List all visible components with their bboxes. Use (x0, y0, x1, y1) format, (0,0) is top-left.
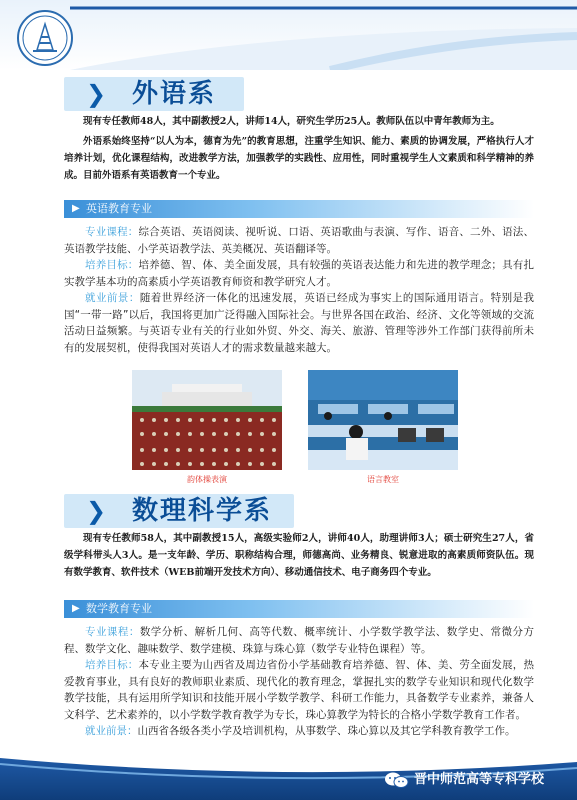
section-title: 外语系 (132, 79, 217, 109)
photo-caption: 语言教室 (367, 475, 399, 484)
chevron-right-icon: ❯ (86, 80, 107, 108)
footer-brand: 晋中师范高等专科学校 (414, 772, 545, 787)
section-intro (64, 113, 534, 184)
courses-text: 数学分析、解析几何、高等代数、概率统计、小学数学教学法、数学史、常微分方程、数学文化、趣味数学、数学建模、珠算与珠心算（数学专业特色课程）等。 (64, 626, 534, 655)
header-decoration (70, 0, 577, 70)
major-title: 英语教育专业 (86, 202, 152, 215)
section-header-math-science (64, 494, 294, 528)
wechat-icon (384, 771, 410, 789)
section-header-foreign-language (64, 77, 244, 111)
major-header (64, 600, 534, 618)
triangle-right-icon: ▶ (72, 603, 80, 614)
intro-paragraph: 外语系始终坚持“以人为本，德育为先”的教育思想，注重学生知识、能力、素质的协调发展，严格执行人才培养计划，优化课程结构，改进教学方法，加强教学的实践性、应用性，同时重视学生人文素质和科学精神的养成。目前外语系有英语教育一个专业。 (64, 136, 534, 181)
goal-label: 培养目标： (85, 659, 139, 671)
chevron-right-icon: ❯ (86, 497, 107, 525)
page-header (0, 0, 577, 70)
triangle-right-icon: ▶ (72, 203, 80, 214)
courses-text: 综合英语、英语阅读、视听说、口语、英语歌曲与表演、写作、语音、二外、语法、英语教学技能、小学英语教学法、英美概况、英语翻译等。 (64, 226, 535, 255)
major-details (64, 224, 534, 356)
jobs-text: 随着世界经济一体化的迅速发展，英语已经成为事实上的国际通用语言。特别是我国“一带一路”以后，我国将更加广泛得融入国际社会。与世界各国在政治、经济、文化等领域的交流活动日益频繁。与英语专业有关的行业如外贸、外交、海关、旅游、管理等涉外工作部门获得前所未有的发展契机，使得我国对英语人才的需求数量越来越大。 (64, 292, 534, 354)
major-header (64, 200, 534, 218)
jobs-label: 就业前景： (85, 725, 138, 737)
intro-paragraph: 现有专任教师58人，其中副教授15人，高级实验师2人，讲师40人，助理讲师3人；硕士研究生27人，省级学科带头人3人。是一支年龄、学历、职称结构合理，师德高尚、业务精良、锐意进取的高素质师资队伍。现有数学教育、软件技术（WEB前端开发技术方向）、移动通信技术、电子商务四个专业。 (64, 533, 534, 578)
goal-text: 本专业主要为山西省及周边省份小学基础教育培养德、智、体、美、劳全面发展，热爱教育事业，具有良好的教师职业素质、现代化的教育理念，掌握扎实的数学专业知识和现代化数学教学技能，具有运用所学知识和技能开展小学数学教学、科研工作能力，具备数学专业素养，兼备人文科学、艺术素养的，以小学数学教育教学为专长，珠心算教学为特长的合格小学数学教育工作者。 (64, 659, 535, 721)
courses-label: 专业课程： (85, 226, 139, 238)
goal-label: 培养目标： (85, 259, 139, 271)
goal-text: 培养德、智、体、美全面发展，具有较强的英语表达能力和先进的教学理念；具有扎实教学基本功的高素质小学英语教育师资和教学研究人才。 (64, 259, 535, 288)
courses-label: 专业课程： (85, 626, 140, 638)
jobs-label: 就业前景： (85, 292, 140, 304)
school-logo (17, 10, 73, 66)
major-title: 数学教育专业 (86, 602, 152, 615)
major-details (64, 624, 534, 740)
photo-caption: 韵体操表演 (187, 475, 227, 484)
section-intro (64, 530, 534, 581)
gymnastics-photo (132, 370, 282, 470)
intro-paragraph: 现有专任教师48人，其中副教授2人，讲师14人，研究生学历25人。教师队伍以中青年教师为主。 (83, 116, 500, 127)
section-title: 数理科学系 (132, 496, 273, 526)
jobs-text: 山西省各级各类小学及培训机构，从事数学、珠心算以及其它学科教育教学工作。 (137, 725, 516, 737)
language-lab-photo (308, 370, 458, 470)
